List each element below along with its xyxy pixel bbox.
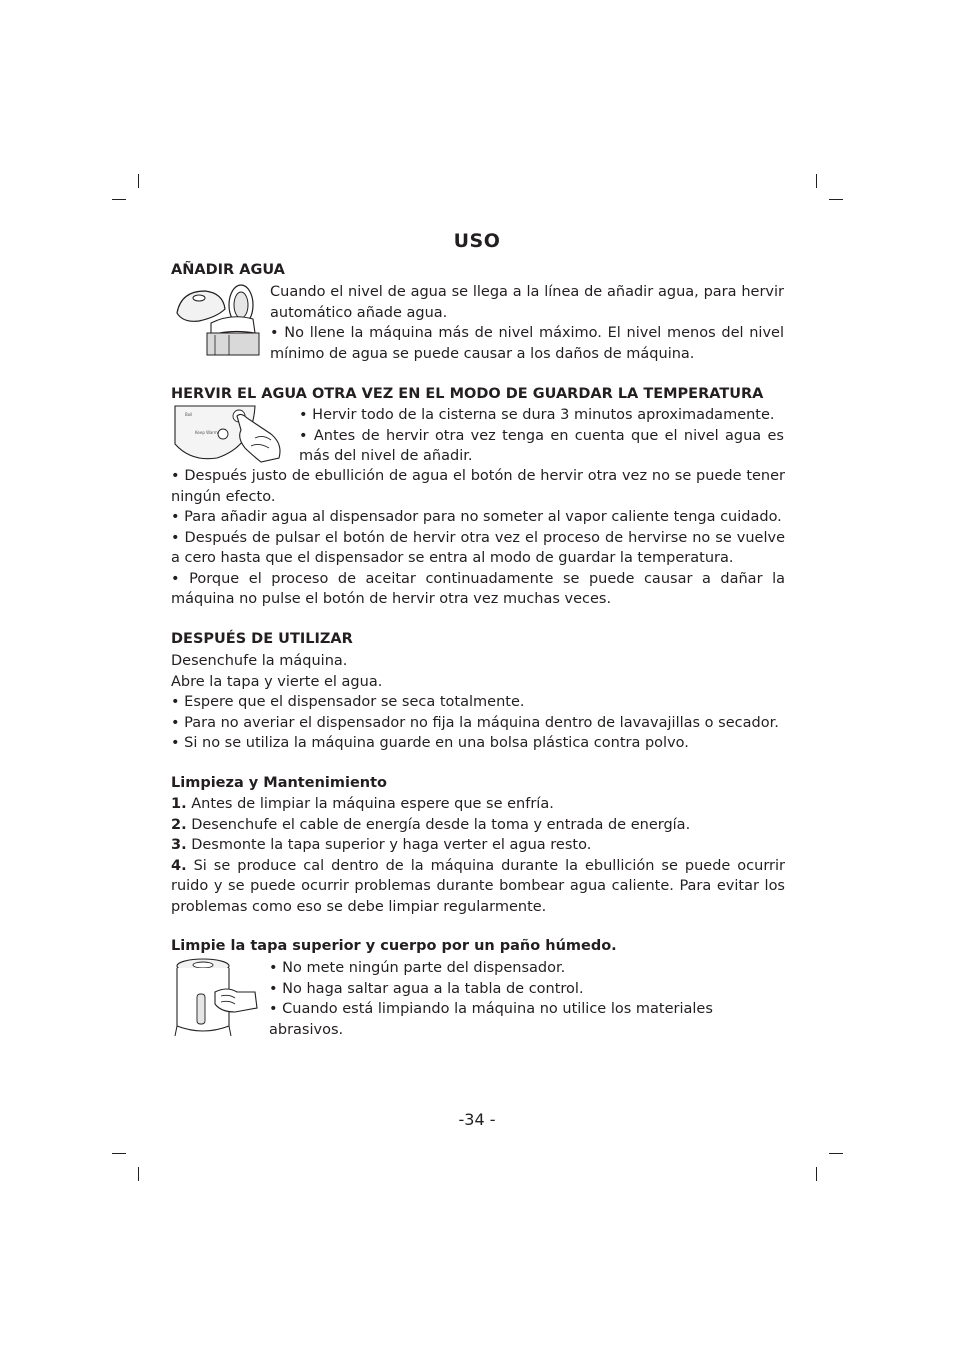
after-use-bullet-3: • Si no se utiliza la máquina guarde en una bolsa plástica contra polvo. <box>171 735 689 751</box>
crop-mark <box>829 1153 843 1154</box>
crop-mark <box>138 174 139 188</box>
hand-wiping-dispenser-illustration <box>171 956 261 1038</box>
crop-mark <box>138 1167 139 1181</box>
after-use-line-2: Abre la tapa y vierte el agua. <box>171 673 383 690</box>
cleaning-step <box>171 835 785 856</box>
wipe-bullet-3: • Cuando está limpiando la máquina no utilice los materiales abrasivos. <box>269 1001 713 1038</box>
crop-mark <box>816 1167 817 1181</box>
step-text: Desenchufe el cable de energía desde la toma y entrada de energía. <box>186 816 691 833</box>
heading-cleaning: Limpieza y Mantenimiento <box>171 775 387 791</box>
step-text: Antes de limpiar la máquina espere que se enfría. <box>186 796 554 812</box>
step-number: 4. <box>171 857 187 874</box>
crop-mark <box>112 199 126 200</box>
cleaning-step <box>171 794 785 815</box>
reboil-bullet-6: • Porque el proceso de aceitar continuadamente se puede causar a dañar la máquina no pulse el botón de hervir otra vez muchas veces. <box>171 570 785 607</box>
step-text: Desmonte la tapa superior y haga verter el agua resto. <box>186 837 592 853</box>
step-number: 3. <box>171 837 187 853</box>
crop-mark <box>112 1153 126 1154</box>
reboil-bullet-2: • Antes de hervir otra vez tenga en cuenta que el nivel agua es más del nivel de añadir. <box>299 427 784 464</box>
cleaning-step <box>171 815 785 836</box>
after-use-line-1: Desenchufe la máquina. <box>171 653 348 669</box>
crop-mark <box>816 174 817 188</box>
svg-text:Keep Warm: Keep Warm <box>195 430 218 435</box>
after-use-bullet-1: • Espere que el dispensador se seca totalmente. <box>171 694 525 710</box>
cleaning-step <box>171 856 785 918</box>
heading-after-use: DESPUÉS DE UTILIZAR <box>171 631 353 647</box>
page-title: USO <box>453 230 501 252</box>
reboil-bullet-5: • Después de pulsar el botón de hervir otra vez el proceso de hervirse no se vuelve a cero hasta que el dispensador se entra al modo de guardar la temperatura. <box>171 529 785 566</box>
wipe-bullet-1: • No mete ningún parte del dispensador. <box>269 960 566 976</box>
add-water-text-2: • No llene la máquina más de nivel máximo. El nivel menos del nivel mínimo de agua se puede causar a los daños de máquina. <box>270 325 784 362</box>
heading-add-water: AÑADIR AGUA <box>171 262 285 278</box>
heading-wipe: Limpie la tapa superior y cuerpo por un paño húmedo. <box>171 938 617 954</box>
wipe-bullet-2: • No haga saltar agua a la tabla de control. <box>269 980 584 997</box>
page-number: -34 - <box>458 1110 496 1129</box>
after-use-bullet-2: • Para no averiar el dispensador no fija la máquina dentro de lavavajillas o secador. <box>171 714 779 731</box>
reboil-bullet-1: • Hervir todo de la cisterna se dura 3 minutos aproximadamente. <box>299 407 775 423</box>
control-panel-finger-press-illustration <box>171 404 287 466</box>
crop-mark <box>829 199 843 200</box>
svg-text:Boil: Boil <box>185 412 193 417</box>
step-text: Si se produce cal dentro de la máquina durante la ebullición se puede ocurrir ruido y se puede ocurrir problemas durante bombear agua caliente. Para evitar los problemas como eso se debe limpiar regularmente. <box>171 857 785 915</box>
open-lid-dispenser-illustration <box>171 283 261 356</box>
step-number: 1. <box>171 796 187 812</box>
reboil-bullet-4: • Para añadir agua al dispensador para no someter al vapor caliente tenga cuidado. <box>171 509 782 525</box>
reboil-bullet-3: • Después justo de ebullición de agua el botón de hervir otra vez no se puede tener ningún efecto. <box>171 468 785 505</box>
add-water-text-1: Cuando el nivel de agua se llega a la línea de añadir agua, para hervir automático añade agua. <box>270 284 784 321</box>
heading-reboil: HERVIR EL AGUA OTRA VEZ EN EL MODO DE GUARDAR LA TEMPERATURA <box>171 386 764 402</box>
step-number: 2. <box>171 816 187 833</box>
